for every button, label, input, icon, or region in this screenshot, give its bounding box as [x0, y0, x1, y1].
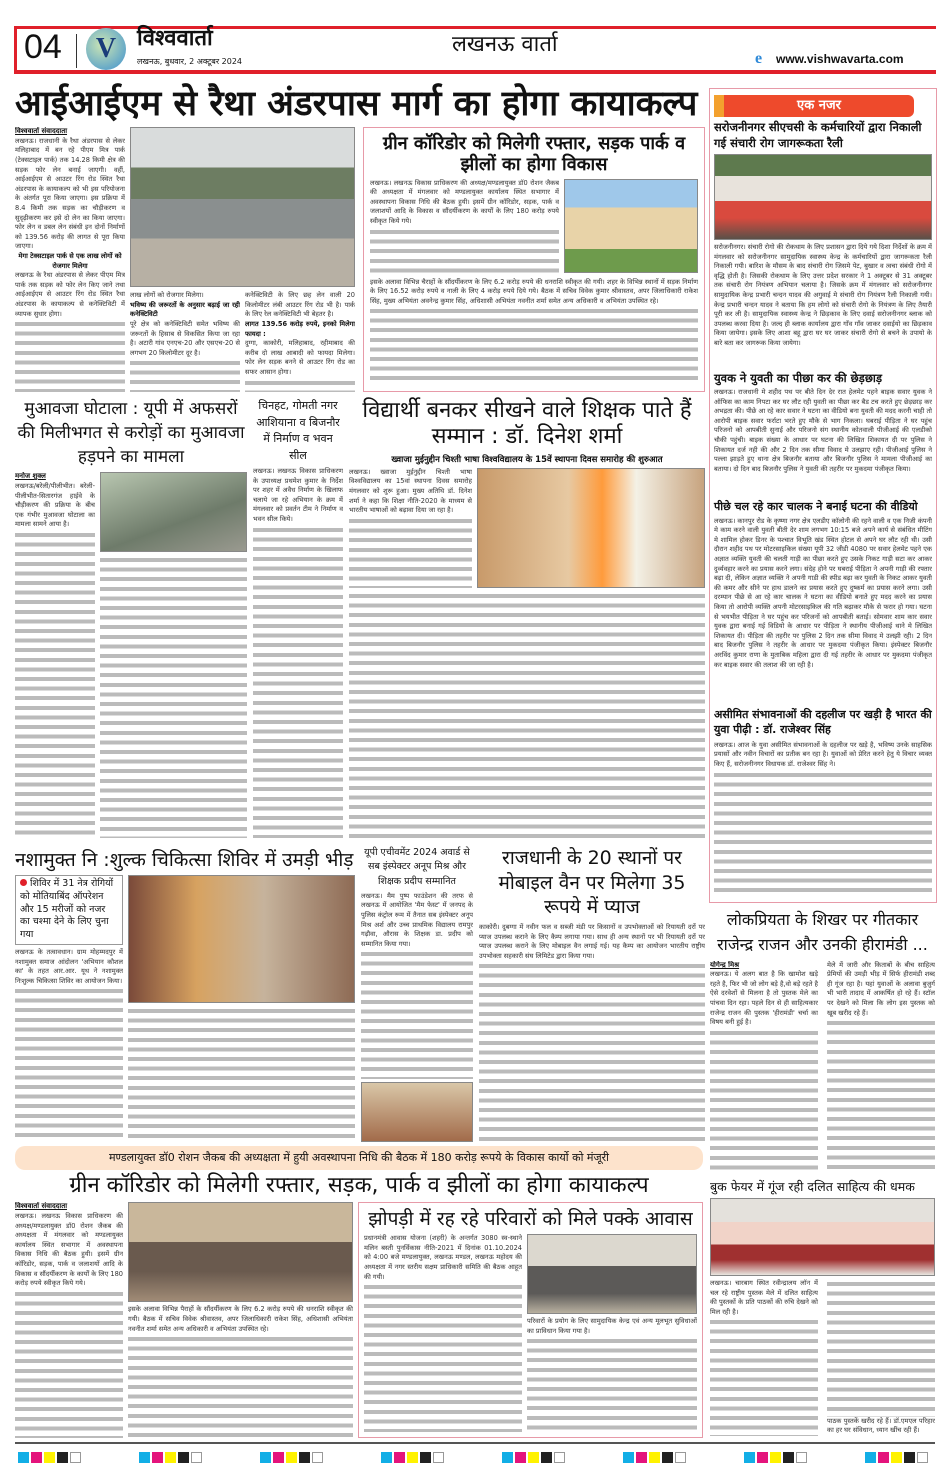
lead-headline: आईआईएम से रैथा अंडरपास मार्ग का होगा कायाकल्प [15, 84, 698, 124]
lda-building-photo [564, 179, 698, 273]
website-url[interactable]: www.vishwavarta.com [776, 52, 904, 66]
globe-icon: e [755, 50, 763, 67]
dateline: लखनऊ, बुधवार, 2 अक्टूबर 2024 [137, 57, 243, 66]
chinhat-text: लखनऊ। लखनऊ विकास प्राधिकरण के उपाध्यक्ष प्रथमेश कुमार के निर्देश पर शहर में अवैध निर्माण के खिलाफ चलाये जा रहे अभियान के क्रम में मंगलवार को प्रवर्तन टीम ने निर्माण व भवन सील किये। [253, 467, 343, 838]
video-text: लखनऊ। कानपुर रोड के कृष्णा नगर क्षेत्र एलडीए कॉलोनी की रहने वाली व एक निजी कंपनी मे काम करने वाली युवती बीती देर शाम लगभग 10:15 बजे अपने कार्य से संबंधित मीटिंग मे शामिल होकर डिनर के पश्चात विभूति खंड स्थित होटल से अपने घर लौट रही थी। उसी दौरान शहीद पथ पर मोटरसाइकिल संख्या यूपी 32 जीडी 4080 पर सवार हेलमेट पहने एक अज्ञात व्यक्ति युवती की चलती गाड़ी का पीछा करते हुए उसके निकट गाड़ी सटा कर आकर दुर्व्यवहार करने का प्रयास करने लगा। संदेह होने पर घबराई पीड़िता ने अपनी गाड़ी की रफ्तार बढ़ा दी, लेकिन अज्ञात व्यक्ति ने अपनी गाडी की स्पीड बढ़ा कर युवती के निकट आकर युवती की कमर और सीने पर हाथ डालने का प्रयास करते हुए दुष्कर्म का प्रयास करने लगा। उसी दरम्यान पीछे से आ रहे कार चालक ने घटना का वीडियो बनाते हुए मदद करने का प्रयास किया तो आरोपी व्यक्ति अपनी मोटरसाइकिल की गति बढ़ाकर मौके से फरार हो गया। घटना से भयभीत पीड़िता ने घर पहुंच कर परिजनों को आपबीती बताई। सोमवार शाम कार सवार युवक द्वारा बनाई गई विडियो के आधार पर पीड़िता ने स्थानीय पीजीआई थाने मे लिखित शिकायत दी। पीड़िता की तहरीर पर पुलिस 2 दिन तक सीमा विवाद मे उलझी रही। 2 दिन बाद बिजनौर पुलिस ने तहरीर के आधार पर मुकदमा पंजीकृत किया। इंस्पेक्टर बिजनौर अरविंद कुमार राणा के मुताबिक महिला द्वारा दी गई तहरीर के आधार पर मुकदमा पंजीकृत कर बाइक सवार की तलाश की जा रही है। [714, 516, 932, 669]
felicitation-photo [361, 1082, 473, 1142]
color-registration-marks [18, 1452, 928, 1463]
green2-text: विश्ववार्ता संवाददाता लखनऊ। लखनऊ विकास प्राधिकरण की अध्यक्ष/मण्डलायुक्त डॉ0 रोशन जैकब की अध्यक्षता में मंगलवार को मण्डलायुक्त कार्यालय स्थित सभागार में अवस्थापना विकास निधि की बैठक हुयी। इसमें ग्रीन कॉरिडोर, सड़क, पार्क व जलाशयों आदि के विकास व सौंदर्यीकरण के कार्यों के लिए 180 करोड़ रुपये स्वीकृत किये गये। [15, 1202, 123, 1438]
highway-photo [100, 472, 247, 552]
meeting-photo [128, 1202, 353, 1302]
row-two [15, 398, 705, 838]
page-number: 04 [24, 28, 62, 66]
chinhat-headline: चिनहट, गोमती नगर आशियाना व बिजनौर में निर्माण व भवन सील [256, 399, 340, 462]
nasha-text2 [128, 1006, 355, 1142]
footer-rule [15, 1442, 935, 1444]
harassment-text: लखनऊ। राजधानी मे शहीद पथ पर बीते दिन देर रात हेलमेट पहने बाइक सवार युवक ने ऑफिस का काम निपटा कर घर लौट रही युवती का पीछा कर बैड टच करते हुए छेड़छाड़ कर अभद्रता की। पीछे आ रहे कार सवार ने घटना का वीडियो बना युवती की मदद करनी चाही तो आरोपी बाइक सवार फर्राटा भरते हुए मौके से भाग निकला। घबराई पीड़िता ने घर पहुंच परिजनो को आपबीती सुनाई और परिजनो संग स्थानीय कोतवाली पीजीआई की एलडीको चौकी पहुंची। बाइक संख्या के आधार पर घटना की लिखित शिकायत दी पर पुलिस ने शिकायत दर्ज नही की और 2 दिन तक सीमा विवाद मे उलझाए रही। पीजीआई पुलिस ने पल्ला झाड़ते हुए थाना क्षेत्र बिजनौर बताया और बिजनौर पुलिस ने मामला पीजीआई का बताया। दो दिन बाद बिजनौर पुलिस ने युवती की तहरीर पर मुकदमा पंजीकृत किया। [714, 387, 932, 473]
rally-text: सरोजनीनगर। संचारी रोगो की रोकथाम के लिए प्रशासन द्वारा दिये गये दिशा निर्देशों के क्रम में मंगलवार को सरोजनीनगर सामुदायिक स्वास्थ्य केन्द्र के कर्मचारियों द्वारा जागरूकता रैली निकाली गयी। बारिश के मौसम के बाद संचारी रोग जिसमे पेट, बुखार व त्वचा संबंधी रोगो में वृद्धि होती है। जिसकी रोकथाम के लिए उत्तर प्रदेश सरकार ने 1 अक्टूबर से 31 अक्टूबर तक संचारी रोग नियंत्रण अभियान चलाया है। जिसके क्रम में मंगलवार को सरोजनीनगर सामुदायिक केन्द्र प्रभारी चन्दन यादव की अगुवाई मे संचारी रोग नियंत्रण रैली निकाली गयी। केन्द्र प्रभारी चन्दन यादव ने बताया कि हम लोगो को संचारी रोगो के नियंत्रण के लिए तैयारी पूरी कर ली है। सामुदायिक स्वास्थ्य केन्द्र ने छिड़काव के लिए दवाई सरोजनीनगर ब्लाक को उपलब्ध करवा दिया है। जल्द ही ब्लाक कार्यालय द्वारा गाँव गाँव जाकर दवाईयो का छिड़काव किया जायेगा। इसके लिए आशा बहू द्वारा घर घर जाकर संचारी रोगो से बचने के उपायो के बारे बता कर जागरूक किया जायेगा। [714, 243, 932, 347]
bottom-region [15, 1146, 703, 1438]
award-ceremony-photo [477, 468, 705, 588]
lead-subhead: मेगा टेक्सटाइल पार्क से एक लाख लोगों को रोजगार मिलेगा [18, 251, 122, 270]
rally-photo [714, 154, 932, 240]
green-corridor-headline-2: ग्रीन कॉरिडोर को मिलेगी रफ्तार, सड़क, पार्क व झीलों का होगा कायाकल्प [69, 1173, 649, 1198]
rajdhani-headline: राजधानी के 20 स्थानों पर मोबाइल वैन पर मिलेगा 35 रूपये में प्याज [498, 847, 686, 919]
geetkar-text2: मेले में जारी और किताबों के बीच साहित्य प्रेमियों की उमड़ी भीड़ में सिर्फ हीरामंडी शब्द ही गूंज रहा है। यहां युवाओं के अलावा बुजुर्ग भी भारी तादाद में आकर्षित हो रहे हैं। स्टॉल पर देखने को मिला कि लोग इस पुस्तक को खूब खरीद रहे हैं। [827, 961, 935, 1170]
paper-name: विश्ववार्ता [137, 26, 213, 51]
rally-headline: सरोजनीनगर सीएचसी के कर्मचारियों द्वारा निकाली गई संचारी रोग जागरूकता रैली [714, 120, 922, 150]
housing-text2: परिवारों के प्रयोग के लिए सामुदायिक केन्द्र एवं अन्य मूलभूत सुविधाओं का प्राविधान किया गया है। [527, 1317, 697, 1432]
green-corridor-headline: ग्रीन कॉरिडोर को मिलेगी रफ्तार, सड़क पार्क व झीलों का होगा विकास [382, 133, 686, 175]
harassment-headline: युवक ने युवती का पीछा कर की छेड़छाड़ [714, 370, 883, 385]
logo-icon: V [86, 28, 126, 70]
green-corridor-text: लखनऊ। लखनऊ विकास प्राधिकरण की अध्यक्ष/मण्डलायुक्त डॉ0 रोशन जैकब की अध्यक्षता में मंगलवार को मण्डलायुक्त कार्यालय स्थित सभागार में अवस्थापना विकास निधि की बैठक हुयी। इसमें ग्रीन कॉरिडोर, सड़क, पार्क व जलाशयों आदि के विकास व सौंदर्यीकरण के कार्यों के लिए 180 करोड़ रुपये स्वीकृत किये गये। [370, 179, 559, 275]
achievement-headline: यूपी एचीवमेंट 2024 अवार्ड से सब इंस्पेक्टर अनूप मिश्र और शिक्षक प्रदीप सम्मानित [364, 847, 470, 887]
road-photo [130, 127, 355, 287]
sidebar-frame [709, 88, 937, 903]
youth-headline: असीमित संभावनाओं की दहलीज पर खड़ी है भारत की युवा पीढ़ी : डॉ. राजेश्वर सिंह [714, 708, 932, 737]
vidyarthi-text2 [349, 591, 705, 838]
green-corridor-text2: इसके अलावा विभिन्न चैराहों के सौंदर्यीकरण के लिए 6.2 करोड़ रुपये की धनराशि स्वीकृत की गयी। शहर के विभिन्न स्थानों में सड़क निर्माण के लिए 16.52 करोड़ रुपये व नाली के लिए 4 करोड़ रुपये दिये गये। बैठक में सचिव विवेक कुमार श्रीवास्तव, अपर जिलाधिकारी राकेश सिंह, मुख्य अभियंता अवनेन्द्र कुमार सिंह, अधिशासी अभियंता नवनीत शर्मा समेत अन्य अधिकारी व अभियंता उपस्थित रहे। [370, 278, 698, 385]
muavza-headline: मुआवजा घोटाला : यूपी में अफसरों की मिलीभगत से करोड़ों का मुआवजा हड़पने का मामला [17, 399, 245, 467]
ek-nazar-tag: एक नजर [714, 95, 914, 117]
health-camp-photo [128, 875, 355, 1003]
muavza-text: मनोज शुक्ल लखनऊ/बरेली/पीलीभीत। बरेली-पीलीभीत-सितारगंज हाईवे के चौड़ीकरण की प्रक्रिया के बीच एक गंभीर मुआवजा घोटाला का मामला सामने आया है। [15, 472, 95, 838]
housing-box [358, 1202, 703, 1438]
lead-col3: कनेक्टिविटी के लिए छह लेन वाली 20 किलोमीटर लंबी आउटर रिंग रोड भी है। पार्क के लिए रेल कनेक्टिविटी भी बेहतर है। लागत 139.56 करोड़ रुपये, इनको मिलेगा फायदा : दुग्गा, काकोरी, मलिहाबाद, रहीमाबाद की करीब दो लाख आबादी को फायदा मिलेगा। फोर लेन सड़क बनने से आउटर रिंग रोड का सफर आसान होगा। [245, 291, 355, 392]
vidyarthi-subhead: ख्वाजा मुईनुद्दीन चिश्ती भाषा विश्वविद्यालय के 15वें स्थापना दिवस समारोह की शुरुआत [391, 454, 663, 465]
housing-headline: झोपड़ी में रह रहे परिवारों को मिले पक्के आवास [368, 1208, 693, 1231]
lead-region [15, 84, 705, 392]
geetkar-headline: लोकप्रियता के शिखर पर गीतकार राजेन्द्र राजन और उनकी हीरामंडी ... [717, 910, 928, 954]
lead-text: लखनऊ। राजधानी के रैथा अंडरपास से लेकर मलिहाबाद में बन रहे पीएम मित्र पार्क (टेक्सटाइल पार्क) तक 14.28 किमी क्षेत्र की सड़क फोर लेन बनाई जाएगी। वहीं, आईआईएम से आउटर रिंग रोड स्थित रैथा अंडरपास के कायाकल्प को भी इस परियोजना के अंतर्गत पूरा किया जाएगा। इस प्रक्रिया में 8.4 किमी तक सड़क का चौड़ीकरण व सुदृढ़ीकरण कर इसे दो लेन का किया जाएगा। फोर लेन व डबल लेन संबंधी इन दोनों निर्माणों को 139.56 करोड़ की लागत से पूरा किया जाएगा। [15, 136, 125, 251]
row-three [15, 846, 705, 1142]
bookfair-photo [710, 1198, 935, 1276]
nasha-highlight: शिविर में 31 नेत्र रोगियों को मोतियाबिंद ऑपरेशन और 15 मरीजों को नजर का चश्मा देने के लिए चुना गया [15, 875, 123, 945]
lead-byline: विश्ववार्ता संवाददाता [15, 127, 68, 136]
youth-text: लखनऊ। आज के युवा असीमित संभावनाओं के दहलीज पर खड़े है, भविष्य उनके साहसिक प्रयासों और नवीन विचारों का प्रतीक बन रहा है। युवाओं को प्रेरित करने हेतु ये विचार व्यक्त किए हैं, सरोजनीनगर विधायक डॉ. राजेश्वर सिंह ने। [714, 741, 932, 898]
green-corridor-box [363, 127, 705, 392]
bookfair-text2: पाठक पुस्तकें खरीद रहे हैं। डॉ.एमएल परिहार का हर घर संविधान, ध्यान खींच रही हैं। [827, 1279, 935, 1436]
lead-col1 [15, 127, 125, 392]
nasha-text: लखनऊ के तत्वावधान। ग्राम मोहम्मदपुर में नशामुक्त समाज आंदोलन 'अभियान कौशल का' के तहत आर.आर. यूथ ने नशामुक्त निःशुल्क चिकित्सा शिविर का आयोजन किया। [15, 948, 123, 1142]
divider [76, 34, 77, 68]
section-title: लखनऊ वार्ता [452, 32, 558, 57]
housing-meeting-photo [527, 1234, 697, 1314]
geetkar-text: योगेन्द्र मिश्र लखनऊ। ये अलग बात है कि खामोश खड़े रहते है, फिर भी जो लोग बड़े है,वो बड़े रहते है ऐसे दरवेशों से मिलना है तो पुस्तक मेले का पांचवा दिन रहा। पहले दिन से ही साहित्यकार राजेन्द्र राजन की पुस्तक 'हीरामंडी' चर्चा का विषय बनी हुई है। [710, 961, 818, 1170]
bookfair-headline: बुक फेयर में गूंज रही दलित साहित्य की धमक [710, 1178, 915, 1194]
achievement-text: लखनऊ। मैम पुष्प फाउंडेशन की तरफ से लखनऊ में आयोजित 'मैम फेस्ट' में जनपद के पुलिस कंट्रोल रूम में तैनात सब इंस्पेक्टर अनूप मिश्र अर्श और उच्च प्राथमिक विद्यालय रामपुर गढ़ौवा, औरास के शिक्षक डा. प्रदीप को सम्मानित किया गया। [361, 892, 473, 1079]
vidyarthi-headline: विद्यार्थी बनकर सीखने वाले शिक्षक पाते हैं सम्मान : डॉ. दिनेश शर्मा [362, 398, 692, 450]
housing-text: प्रधानमंत्री आवास योजना (शहरी) के अन्तर्गत 3080 स्व-स्थाने मलिन बस्ती पुनर्विकास नीति-2021 में दिनांक 01.10.2024 को 4:00 बजे मण्डलायुक्त, लखनऊ मण्डल, लखनऊ महोदय की अध्यक्षता में नगर स्तरीय सक्षम प्राधिकारी समिति की बैठक आहूत की गयी। [364, 1234, 522, 1432]
lead-text2: लखनऊ के रैथा अंडरपास से लेकर पीएम मित्र पार्क तक सड़क को फोर लेन किए जाने तथा आईआईएम से आउटर रिंग रोड स्थित रैथा अंडरपास के कायाकल्प से कनेक्टिविटी में व्यापक सुधार होगा। [15, 271, 125, 318]
vidyarthi-text: लखनऊ। ख्वाजा मुईनुद्दीन चिश्ती भाषा विश्वविद्यालय का 15वां स्थापना दिवस समारोह मंगलवार को शुरू हुआ। मुख्य अतिथि डॉ. दिनेश शर्मा ने कहा कि शिक्षा नीति-2020 के माध्यम से भारतीय भाषाओं को बढ़ावा दिया जा रहा है। [349, 468, 472, 588]
bullet-icon [20, 879, 27, 886]
bookfair-text: लखनऊ। चारबाग स्थित रवीन्द्रालय लॉन में चल रहे राष्ट्रीय पुस्तक मेले में दलित साहित्य की पुस्तकों के प्रति पाठकों की रुचि देखने को मिल रही है। [710, 1279, 818, 1436]
approval-banner: मण्डलायुक्त डॉ0 रोशन जैकब की अध्यक्षता में हुयी अवस्थापना निधि की बैठक में 180 करोड़ रूपये के विकास कार्यो को मंजूरी [15, 1146, 703, 1170]
sidebar-bottom [710, 908, 935, 1436]
nasha-headline: नशामुक्त नि :शुल्क चिकित्सा शिविर में उमड़ी भीड़ [15, 849, 354, 871]
lead-col2: लाख लोगों को रोजगार मिलेगा। भविष्य की जरूरतों के अनुसार बढ़ाई जा रही कनेक्टिविटी पूरे क्षेत्र को कनेक्टिविटी समेत भविष्य की जरूरतों के हिसाब से विकसित किया जा रहा है। अटारी गांव एनएच-20 और एसएच-20 से लगभग 20 किलोमीटर दूर है। [130, 291, 240, 392]
rajdhani-text: काकोरी। दुबग्गा में नवीन फल व सब्जी मंडी पर किसानों व उपभोक्ताओं को रियायती दरों पर प्याज उपलब्ध कराने के लिए कैम्प लगाया गया। साथ ही अन्य स्थानों पर भी रियायती दरों पर प्याज उपलब्ध कराने के लिए मोबाइल वैन लगाई गई। यह कैम्प का आयोजन भारतीय राष्ट्रीय उपभोक्ता सहकारी संघ लिमिटेड द्वारा किया गया। [479, 923, 705, 1142]
green2-text2: इसके अलावा विभिन्न पैराहों के सौंदर्यीकरण के लिए 6.2 करोड़ रुपये की धनराशि स्वीकृत की गयी। बैठक में सचिव विवेक श्रीवास्तव, अपर जिलाधिकारी राकेश सिंह, अधिशासी अभियंता नवनीत शर्मा समेत अन्य अधिकारी व अभियंता उपस्थित रहे। [128, 1305, 353, 1438]
muavza-text2 [100, 555, 247, 838]
video-headline: पीछे चल रहे कार चालक ने बनाई घटना की वीडियो [714, 499, 918, 513]
